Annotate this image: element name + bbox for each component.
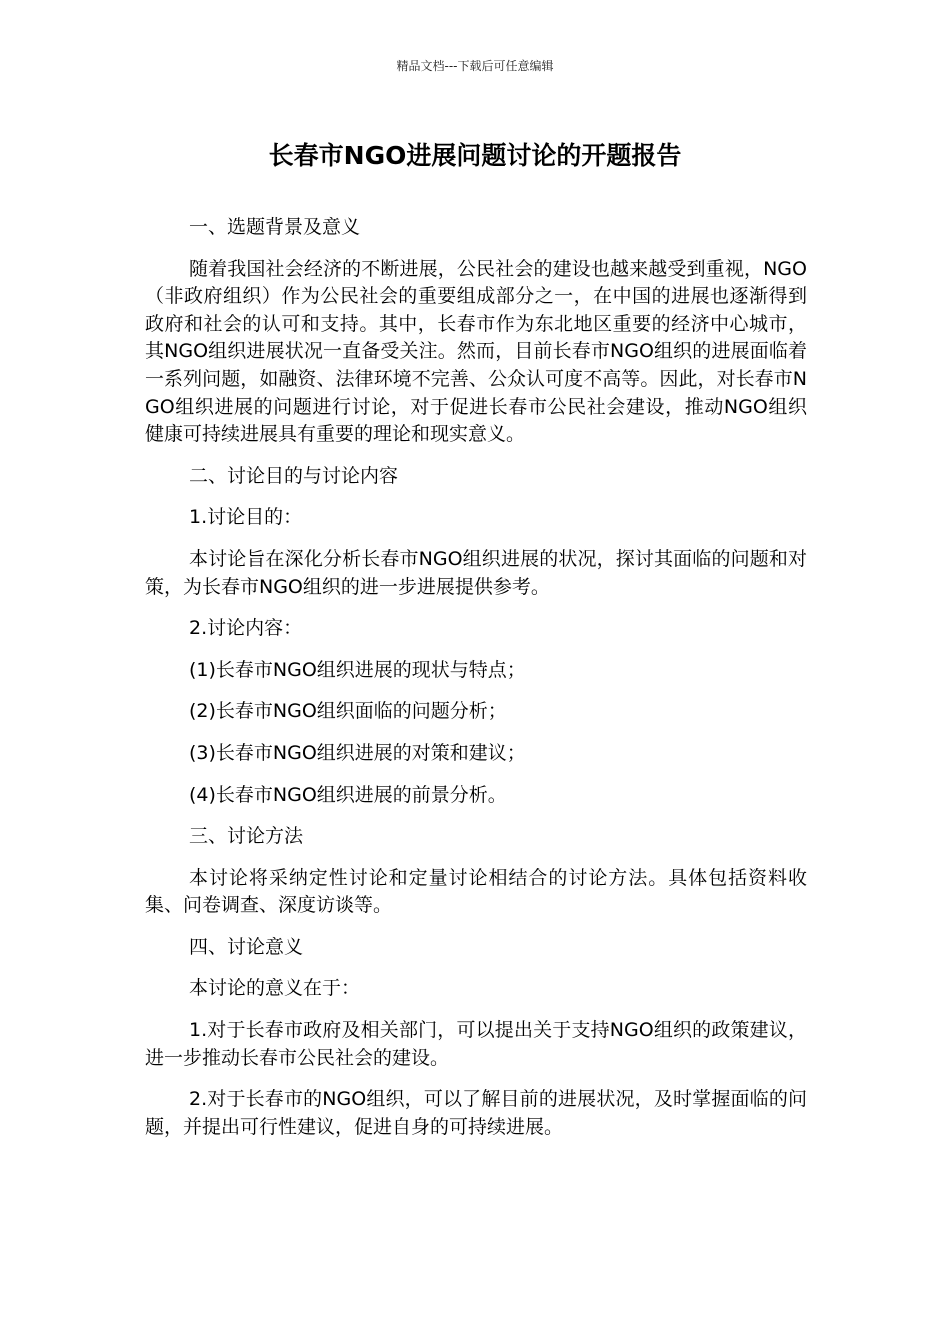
subheading-goal: 1.讨论目的： — [189, 506, 303, 529]
list-item: (1)长春市NGO组织进展的现状与特点； — [189, 658, 526, 681]
list-item: (2)长春市NGO组织面临的问题分析； — [189, 700, 507, 723]
document-title: 长春市NGO进展问题讨论的开题报告 — [268, 141, 682, 170]
paragraph-significance-1: 1.对于长春市政府及相关部门，可以提出关于支持NGO组织的政策建议，进一步推动长春市公民社会的建设。 — [145, 1019, 807, 1069]
paragraph-background: 随着我国社会经济的不断进展，公民社会的建设也越来越受到重视，NGO（非政府组织）作为公民社会的重要组成部分之一，在中国的进展也逐渐得到政府和社会的认可和支持。其中，长春市作为东北地区重要的经济中心城市，其NGO组织进展状况一直备受关注。然而，目前长春市NGO组织的进展面临着一系列问题，如融资、法律环境不完善、公众认可度不高等。因此，对长春市NGO组织进展的问题进行讨论，对于促进长春市公民社会建设，推动NGO组织健康可持续进展具有重要的理论和现实意义。 — [145, 257, 807, 446]
section-heading-background: 一、选题背景及意义 — [189, 216, 361, 238]
document-body — [145, 214, 807, 1155]
subheading-content: 2.讨论内容： — [189, 617, 303, 640]
paragraph-goal: 本讨论旨在深化分析长春市NGO组织进展的状况，探讨其面临的问题和对策，为长春市NGO组织的进一步进展提供参考。 — [145, 547, 807, 598]
list-item: (4)长春市NGO组织进展的前景分析。 — [189, 783, 507, 806]
list-item: (3)长春市NGO组织进展的对策和建议； — [189, 741, 526, 764]
paragraph-significance-intro: 本讨论的意义在于： — [189, 977, 361, 1000]
paragraph-method: 本讨论将采纳定性讨论和定量讨论相结合的讨论方法。具体包括资料收集、问卷调查、深度访谈等。 — [145, 866, 807, 917]
section-heading-goals: 二、讨论目的与讨论内容 — [189, 464, 399, 487]
header-note: 精品文档---下载后可任意编辑 — [396, 59, 554, 73]
section-heading-significance: 四、讨论意义 — [189, 935, 304, 958]
section-heading-method: 三、讨论方法 — [189, 825, 304, 848]
paragraph-significance-2: 2.对于长春市的NGO组织，可以了解目前的进展状况，及时掌握面临的问题，并提出可行性建议，促进自身的可持续进展。 — [145, 1088, 807, 1138]
